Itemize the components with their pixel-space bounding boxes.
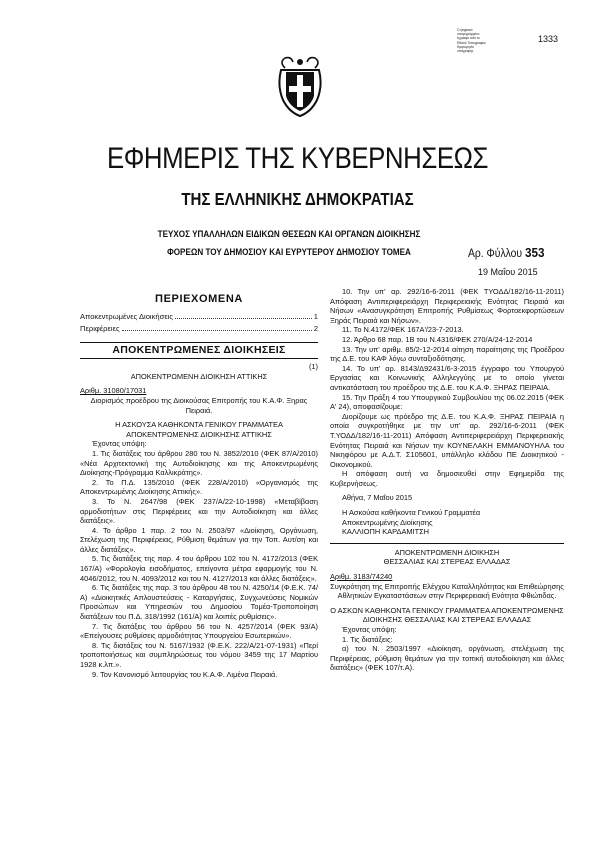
signatory-name: ΚΑΛΛΙΟΠΗ ΚΑΡΔΑΜΙΤΣΗ — [342, 527, 429, 537]
having-in-mind: Έχοντας υπόψη: — [92, 439, 147, 449]
decision-title: Διορισμός προέδρου της Διοικούσας Επιτροπής του Κ.Α.Φ. Ξηρας Πειραιά. — [90, 395, 308, 415]
toc-leader-dots — [175, 318, 312, 319]
paragraph: 3. Το Ν. 2647/98 (ΦΕΚ 237/Α/22-10-1998) «Μεταβίβαση αρμοδιοτήτων στις Περιφέρειες και την Αυτοδιοίκηση και άλλες διατάξεις». — [80, 496, 318, 526]
authority-name: ΑΠΟΚΕΝΤΡΩΜΕΝΗ ΔΙΟΙΚΗΣΗ ΑΤΤΙΚΗΣ — [130, 371, 268, 381]
authority-name: ΘΕΣΣΑΛΙΑΣ ΚΑΙ ΣΤΕΡΕΑΣ ΕΛΛΑΔΑΣ — [383, 557, 511, 567]
toc-leader-dots — [122, 330, 312, 331]
paragraph: 7. Τις διατάξεις του άρθρου 56 του Ν. 4257/2014 (ΦΕΚ 93/Α) «Επείγουσες ρυθμίσεις αρμοδιότητας Υπουργείου Εσωτερικών». — [80, 621, 318, 641]
toc-title: ΠΕΡΙΕΧΟΜΕΝΑ — [155, 293, 243, 305]
publish-order: Η απόφαση αυτή να δημοσιευθεί στην Εφημερίδα της Κυβερνήσεως. — [330, 469, 564, 488]
decision-ref: (1) — [308, 362, 318, 372]
toc-row[interactable] — [80, 311, 318, 323]
signatory-role: Αποκεντρωμένης Διοίκησης — [342, 517, 433, 527]
stamp-line: έγγραφο από το — [457, 36, 480, 41]
toc-row[interactable] — [80, 323, 318, 335]
sheet-label: Αρ. Φύλλου — [468, 248, 523, 260]
toc-row-label: Αποκεντρωμένες Διοικήσεις — [80, 311, 174, 321]
issue-type-line-2: ΦΟΡΕΩΝ ΤΟΥ ΔΗΜΟΣΙΟΥ ΚΑΙ ΕΥΡΥΤΕΡΟΥ ΔΗΜΟΣΙΟΥ ΤΟΜΕΑ — [167, 247, 411, 257]
paragraph: 4. Το άρθρο 1 παρ. 2 του Ν. 2503/97 «Διοίκηση, Οργάνωση, Στελέχωση της Περιφέρειας, Ρύθμιση θεμάτων για την Τοπ. Αυτ/ση και άλλες διατάξεις». — [80, 525, 318, 554]
paragraph: 9. Τον Κανονισμό λειτουργίας του Κ.Α.Φ. Λιμένα Πειραιά. — [92, 669, 278, 679]
paragraph: 10. Την υπ' αρ. 292/16-6-2011 (ΦΕΚ ΤΥΟΔΔ/182/16-11-2011) Απόφαση Αντιπεριφερειάρχη Περιφερειακής Ενότητας Πειραιά και Νήσων «Ανασυγκρότηση Επιτροπής Ρυθμίσεως Φορτοεκφορτώσεων Ξηράς Πειραιά και Νήσων». — [330, 287, 564, 325]
paragraph: 1. Τις διατάξεις του άρθρου 280 του Ν. 3852/2010 (ΦΕΚ 87/Α/2010) «Νέα Αρχιτεκτονική της Αυτοδιοίκησης και της Αποκεντρωμένης Διοίκησης-Πρόγραμμα Καλλικράτης». — [80, 448, 318, 478]
paragraph: 8. Τις διατάξεις του Ν. 5167/1932 (Φ.Ε.Κ. 222/Α/21-07-1931) «Περί τροποποιήσεως και συμπληρώσεως του νόμου 3459 της 17 Μαρτίου 1928 κ.λπ.». — [80, 640, 318, 669]
paragraph: 14. Το υπ' αρ. 8143/Δ92431/6-3-2015 έγγραφο του Υπουργού Εργασίας και Κοινωνικής Αλληλεγγύης με το οποίο γίνεται αντικατάσταση του προέδρου της Δ.Ε. του Κ.Α.Φ. ΞΗΡΑΣ ΠΕΙΡΑΙΑ. — [330, 363, 564, 392]
decision-text: Διορίζουμε ως πρόεδρο της Δ.Ε. του Κ.Α.Φ. ΞΗΡΑΣ ΠΕΙΡΑΙΑ η οποία συγκροτήθηκε με την υπ' αρ. 292/16-6-2011 (ΦΕΚ Τ.ΥΟΔΔ/182/16-11-2011) Απόφαση Αντιπεριφερειάρχη Περιφερειακής Ενότητας Πειραιά και Νήσων την ΚΟΥΝΕΛΑΚΗ ΕΜΜΑΝΟΥΗΛΑ του Νικηφόρου με Α.Δ.Τ. Σ105601, υπάλληλο κλάδου ΠΕ Διοικητικού - Οικονομικού. — [330, 411, 564, 469]
paragraph: 5. Τις διατάξεις της παρ. 4 του άρθρου 102 του Ν. 4172/2013 (ΦΕΚ 167/Α) «Φορολογία εισοδήματος, επείγοντα μέτρα εφαρμογής του Ν. 4046/2012, του Ν. 4093/2012 και του Ν. 4127/2013 και άλλες διατάξεις». — [80, 554, 318, 583]
toc-row-page: 2 — [313, 323, 318, 333]
having-in-mind: Έχοντας υπόψη: — [342, 625, 397, 634]
paragraph: 6. Τις διατάξεις της παρ. 3 του άρθρου 48 του Ν. 4250/14 (Φ.Ε.Κ. 74/Α) «Διοικητικές Απλουστεύσεις - Καταργήσεις, Συγχωνεύσεις Νομικών Προσώπων και Υπηρεσιών του Δημοσίου Τομέα-Τροποποίηση διατάξεων του Π.Δ. 318/1992 (161/Α) και λοιπές ρυθμίσεις». — [80, 583, 318, 622]
paragraph: 2. Το Π.Δ. 135/2010 (ΦΕΚ 228/Α/2010) «Οργανισμός της Αποκεντρωμένης Διοίκησης Αττικής». — [80, 477, 318, 497]
issue-type-line-1: ΤΕΥΧΟΣ ΥΠΑΛΛΗΛΩΝ ΕΙΔΙΚΩΝ ΘΕΣΕΩΝ ΚΑΙ ΟΡΓΑΝΩΝ ΔΙΟΙΚΗΣΗΣ — [157, 229, 421, 239]
signatory-role: Η Ασκούσα καθήκοντα Γενικού Γραμματέα — [342, 508, 481, 518]
toc-row-label: Περιφέρειες — [80, 323, 120, 333]
sheet-number — [468, 245, 544, 260]
toc-row-page: 1 — [313, 311, 318, 321]
stamp-line: υπογραφής — [457, 49, 474, 54]
stamp-line: Ημερομηνία — [457, 44, 474, 49]
paragraph: 11. Το Ν.4172/ΦΕΚ 167Α'/23-7-2013. — [342, 325, 464, 335]
issuer-title: Ο ΑΣΚΩΝ ΚΑΘΗΚΟΝΤΑ ΓΕΝΙΚΟΥ ΓΡΑΜΜΑΤΕΑ ΑΠΟΚΕΝΤΡΩΜΕΝΗΣ ΔΙΟΙΚΗΣΗΣ ΘΕΣΣΑΛΙΑΣ ΚΑΙ ΣΤΕΡΕΑΣ ΕΛΛΑΔΑΣ — [330, 605, 564, 625]
gazette-subtitle: ΤΗΣ ΕΛΛΗΝΙΚΗΣ ΔΗΜΟΚΡΑΤΙΑΣ — [181, 189, 414, 209]
decision-title: Συγκρότηση της Επιτροπής Ελέγχου Καταλληλότητας και Επιθεώρησης Αθλητικών Εγκαταστάσεων στην Περιφερειακή Ενότητα Φθιώτιδας. — [330, 581, 564, 601]
decision-number: Αριθμ. 3183/74240 — [330, 572, 393, 582]
issue-date: 19 Μαΐου 2015 — [478, 267, 538, 277]
paragraph: 13. Την υπ' αριθμ. 85/2-12-2014 αίτηση παραίτησης της Προέδρου της Δ.Ε. του ΚΑΦ λόγω συνταξιοδότησης. — [330, 344, 564, 364]
decision-number: Αριθμ. 31080/17031 — [80, 386, 147, 396]
greek-coat-of-arms-icon — [277, 56, 323, 118]
stamp-line: Ο ψηφιακά — [457, 28, 473, 32]
place-date: Αθήνα, 7 Μαΐου 2015 — [342, 493, 413, 503]
paragraph: 15. Την Πράξη 4 του Υπουργικού Συμβουλίου της 06.02.2015 (ΦΕΚ Α' 24), αποφασίζουμε: — [330, 392, 564, 412]
paragraph: 1. Τις διατάξεις: — [342, 634, 393, 644]
sheet-value: 353 — [524, 245, 545, 260]
digital-signature-stamp — [457, 28, 517, 53]
authority-name: ΑΠΟΚΕΝΤΡΩΜΕΝΗ ΔΙΟΙΚΗΣΗ — [394, 547, 500, 557]
stamp-line: υπογεγραμμένο — [457, 32, 480, 37]
gazette-title: ΕΦΗΜΕΡΙΣ ΤΗΣ ΚΥΒΕΡΝΗΣΕΩΣ — [106, 142, 489, 175]
left-column — [80, 287, 318, 679]
section-title: ΑΠΟΚΕΝΤΡΩΜΕΝΕΣ ΔΙΟΙΚΗΣΕΙΣ — [80, 342, 318, 360]
right-column — [330, 287, 564, 673]
stamp-line: Εθνικό Τυπογραφείο — [457, 40, 486, 45]
paragraph: 12. Άρθρο 68 παρ. 1Β του Ν.4316/ΦΕΚ 270/Α/24-12-2014 — [342, 334, 533, 344]
divider — [330, 543, 564, 544]
page-number: 1333 — [538, 34, 559, 44]
issuer-title: Η ΑΣΚΟΥΣΑ ΚΑΘΗΚΟΝΤΑ ΓΕΝΙΚΟΥ ΓΡΑΜΜΑΤΕΑ ΑΠΟΚΕΝΤΡΩΜΕΝΗΣ ΔΙΟΙΚΗΣΗΣ ΑΤΤΙΚΗΣ — [115, 420, 283, 439]
paragraph: α) του Ν. 2503/1997 «Διοίκηση, οργάνωση, στελέχωση της Περιφέρειας, ρύθμιση θεμάτων για την τοπική αυτοδιοίκηση και άλλες διατάξεις» (ΦΕΚ 107/τ.Α). — [330, 644, 564, 673]
